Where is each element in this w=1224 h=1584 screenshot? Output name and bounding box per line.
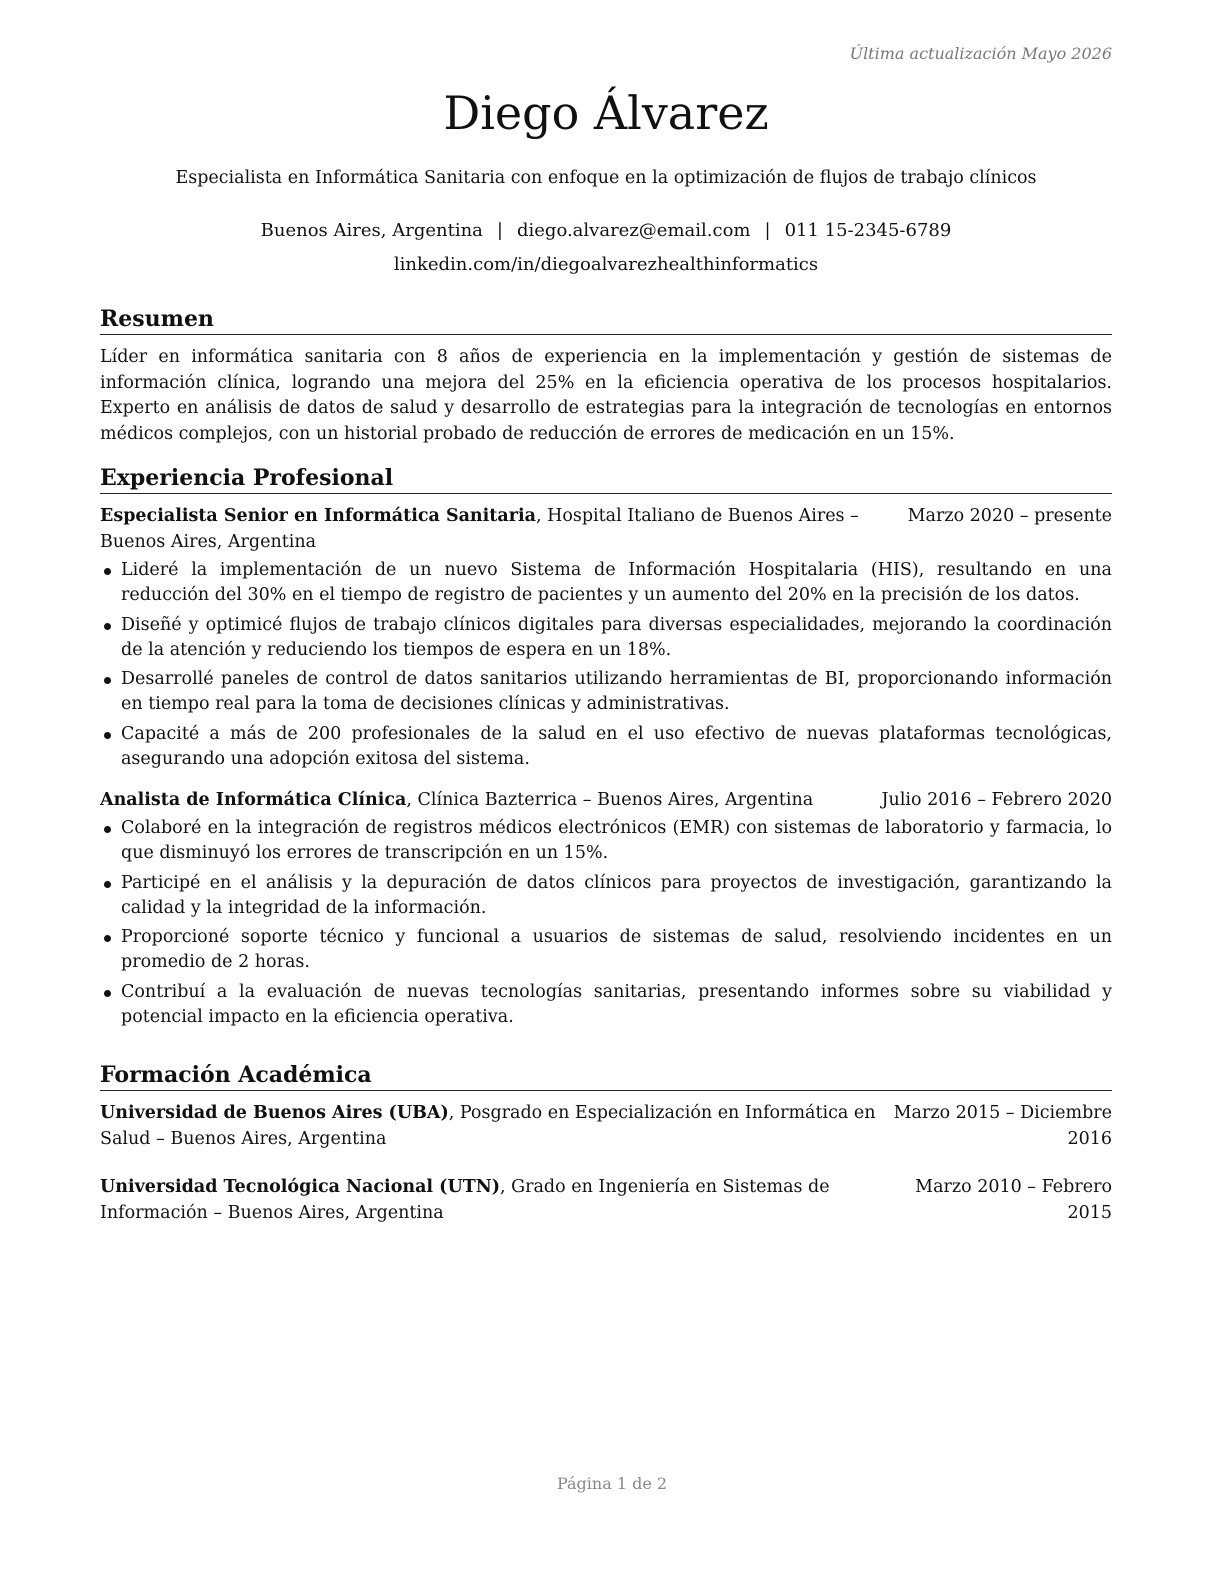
job-org: , Clínica Bazterrica – Buenos Aires, Argentina [406,789,814,810]
list-item: Contribuí a la evaluación de nuevas tecnologías sanitarias, presentando informes sobre su viabilidad y potencial impacto en la eficiencia operativa. [100,980,1112,1030]
job-dates: Marzo 2020 – presente [907,506,1112,526]
email-link[interactable]: diego.alvarez@email.com [516,220,751,241]
list-item: Desarrollé paneles de control de datos sanitarios utilizando herramientas de BI, proporcionando información en tiempo real para la toma de decisiones clínicas y administrativas. [100,667,1112,717]
summary-text: Líder en informática sanitaria con 8 años de experiencia en la implementación y gestión de sistemas de información clínica, logrando una mejora del 25% en la eficiencia operativa de los procesos hospitalarios. Experto en análisis de datos de salud y desarrollo de estrategias para la integración de tecnologías en entornos médicos complejos, con un historial probado de reducción de errores de medicación en un 15%. [100,347,1112,444]
job-header [100,504,1112,555]
job-header [100,788,1112,814]
education-section [100,1061,1112,1226]
job-role: Especialista Senior en Informática Sanitaria [100,506,536,526]
summary-section [100,305,1112,447]
job-bullets [100,558,1112,772]
contact-separator: | [764,220,771,241]
institution: Universidad de Buenos Aires (UBA) [100,1103,449,1123]
linkedin-link[interactable]: linkedin.com/in/diegoalvarezhealthinformatics [393,254,819,275]
job-entry [100,504,1112,772]
location: Buenos Aires, Argentina [260,220,483,241]
contact-line [100,220,1112,241]
page-number: Página 1 de 2 [556,1474,668,1493]
job-org: , Hospital Italiano de Buenos Aires – Buenos Aires, Argentina [100,506,859,552]
experience-section [100,464,1112,1034]
education-dates: Marzo 2015 – Diciembre 2016 [893,1103,1112,1149]
education-dates: Marzo 2010 – Febrero 2015 [915,1177,1112,1223]
section-title-education: Formación Académica [100,1061,1112,1091]
last-updated: Última actualización Mayo 2026 [849,44,1112,63]
candidate-name: Diego Álvarez [443,86,769,140]
degree: , Posgrado en Especialización en Informática en Salud – Buenos Aires, Argentina [100,1103,876,1149]
education-entry [100,1175,1112,1226]
list-item: Lideré la implementación de un nuevo Sistema de Información Hospitalaria (HIS), resultando en una reducción del 30% en el tiempo de registro de pacientes y un aumento del 20% en la precisión de los datos. [100,558,1112,608]
section-title-experience: Experiencia Profesional [100,464,1112,494]
list-item: Diseñé y optimicé flujos de trabajo clínicos digitales para diversas especialidades, mejorando la coordinación de la atención y reduciendo los tiempos de espera en un 18%. [100,613,1112,663]
contact-separator: | [496,220,503,241]
resume-page [100,0,1112,1584]
institution: Universidad Tecnológica Nacional (UTN) [100,1177,501,1197]
degree: , Grado en Ingeniería en Sistemas de Información – Buenos Aires, Argentina [100,1177,830,1223]
tagline: Especialista en Informática Sanitaria con enfoque en la optimización de flujos de trabajo clínicos [175,168,1037,188]
job-role: Analista de Informática Clínica [100,789,407,810]
list-item: Capacité a más de 200 profesionales de la salud en el uso efectivo de nuevas plataformas tecnológicas, asegurando una adopción exitosa del sistema. [100,722,1112,772]
job-entry [100,788,1112,1030]
list-item: Proporcioné soporte técnico y funcional a usuarios de sistemas de salud, resolviendo incidentes en un promedio de 2 horas. [100,925,1112,975]
job-bullets [100,816,1112,1030]
education-entry [100,1101,1112,1152]
job-dates: Julio 2016 – Febrero 2020 [881,789,1112,810]
phone: 011 15-2345-6789 [784,220,952,241]
list-item: Participé en el análisis y la depuración de datos clínicos para proyectos de investigación, garantizando la calidad y la integridad de la información. [100,871,1112,921]
section-title-summary: Resumen [100,305,1112,335]
list-item: Colaboré en la integración de registros médicos electrónicos (EMR) con sistemas de laboratorio y farmacia, lo que disminuyó los errores de transcripción en un 15%. [100,816,1112,866]
